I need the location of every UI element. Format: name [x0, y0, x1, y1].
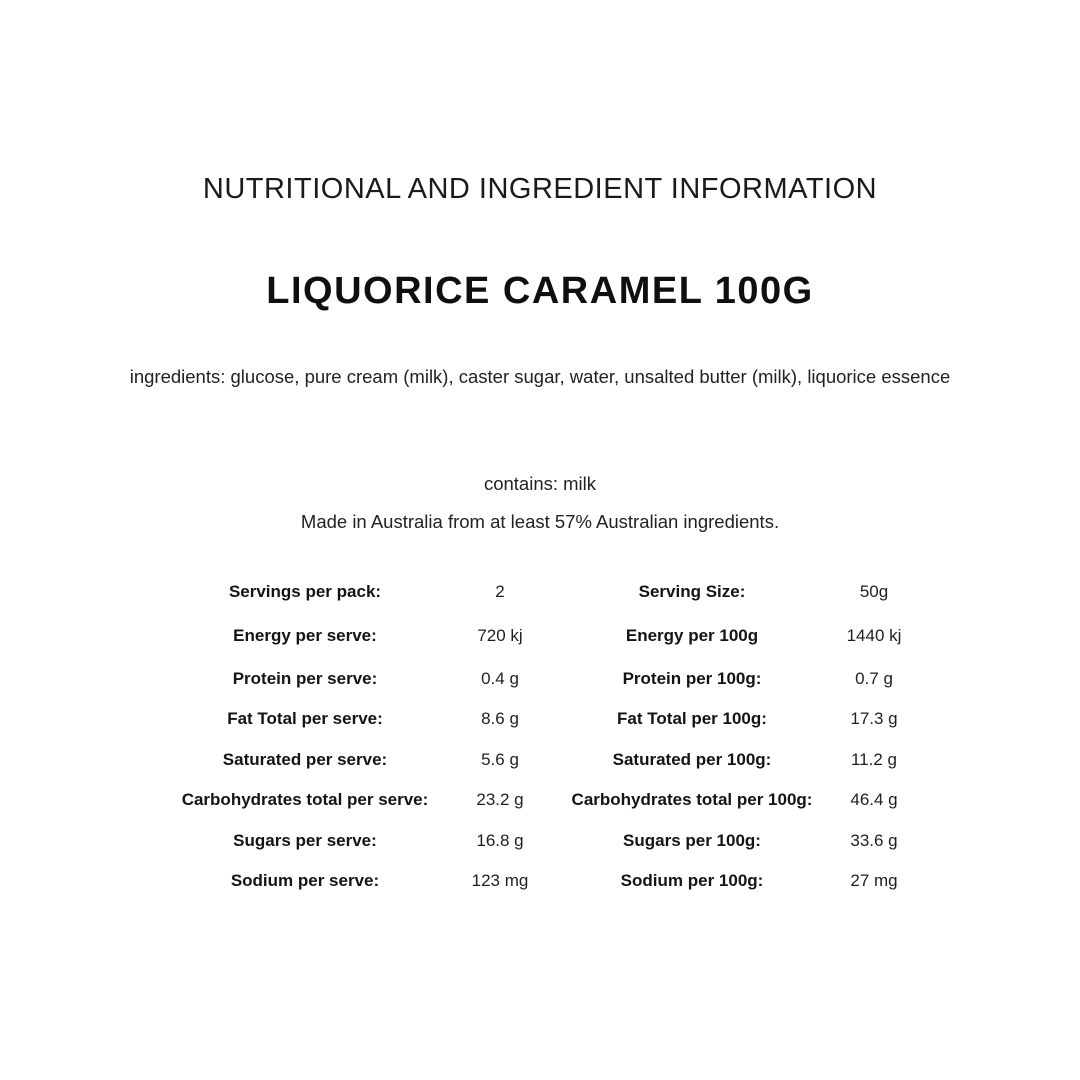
per-serve-value: 8.6 g: [481, 709, 519, 728]
per-serve-label: Fat Total per serve:: [227, 709, 383, 728]
origin-text: Made in Australia from at least 57% Australian ingredients.: [300, 511, 780, 532]
per-100g-value: 0.7 g: [855, 669, 893, 688]
per-serve-value: 23.2 g: [476, 790, 524, 809]
ingredients-text: ingredients: glucose, pure cream (milk), caster sugar, water, unsalted butter (milk), liquorice essence: [129, 366, 951, 387]
per-100g-label: Sugars per 100g:: [623, 831, 761, 850]
per-100g-value: 50g: [859, 582, 889, 601]
per-100g-value: 33.6 g: [850, 831, 898, 850]
per-100g-label: Carbohydrates total per 100g:: [571, 790, 813, 809]
section-title: NUTRITIONAL AND INGREDIENT INFORMATION: [202, 173, 878, 205]
per-100g-label: Sodium per 100g:: [620, 871, 764, 890]
per-serve-label: Protein per serve:: [232, 669, 378, 688]
per-100g-label: Serving Size:: [638, 582, 746, 601]
per-100g-value: 11.2 g: [850, 750, 897, 769]
per-serve-value: 5.6 g: [481, 750, 519, 769]
per-serve-label: Energy per serve:: [233, 626, 377, 645]
per-100g-label: Protein per 100g:: [622, 669, 762, 688]
per-100g-label: Fat Total per 100g:: [617, 709, 767, 728]
per-serve-value: 720 kj: [477, 626, 523, 645]
per-serve-label: Carbohydrates total per serve:: [181, 790, 429, 809]
per-100g-label: Saturated per 100g:: [612, 750, 772, 769]
per-serve-label: Servings per pack:: [228, 582, 382, 601]
per-100g-label: Energy per 100g: [625, 626, 759, 645]
per-serve-label: Sugars per serve:: [233, 831, 377, 850]
per-100g-value: 46.4 g: [850, 790, 898, 809]
per-serve-value: 123 mg: [471, 871, 529, 890]
allergen-text: contains: milk: [483, 473, 597, 494]
per-100g-value: 17.3 g: [850, 709, 898, 728]
product-title: LIQUORICE CARAMEL 100G: [266, 270, 814, 312]
per-serve-value: 2: [495, 582, 505, 601]
per-serve-label: Saturated per serve:: [222, 750, 388, 769]
per-serve-label: Sodium per serve:: [230, 871, 380, 890]
per-100g-value: 27 mg: [850, 871, 898, 890]
per-serve-value: 0.4 g: [481, 669, 519, 688]
per-serve-value: 16.8 g: [476, 831, 524, 850]
per-100g-value: 1440 kj: [846, 626, 902, 645]
